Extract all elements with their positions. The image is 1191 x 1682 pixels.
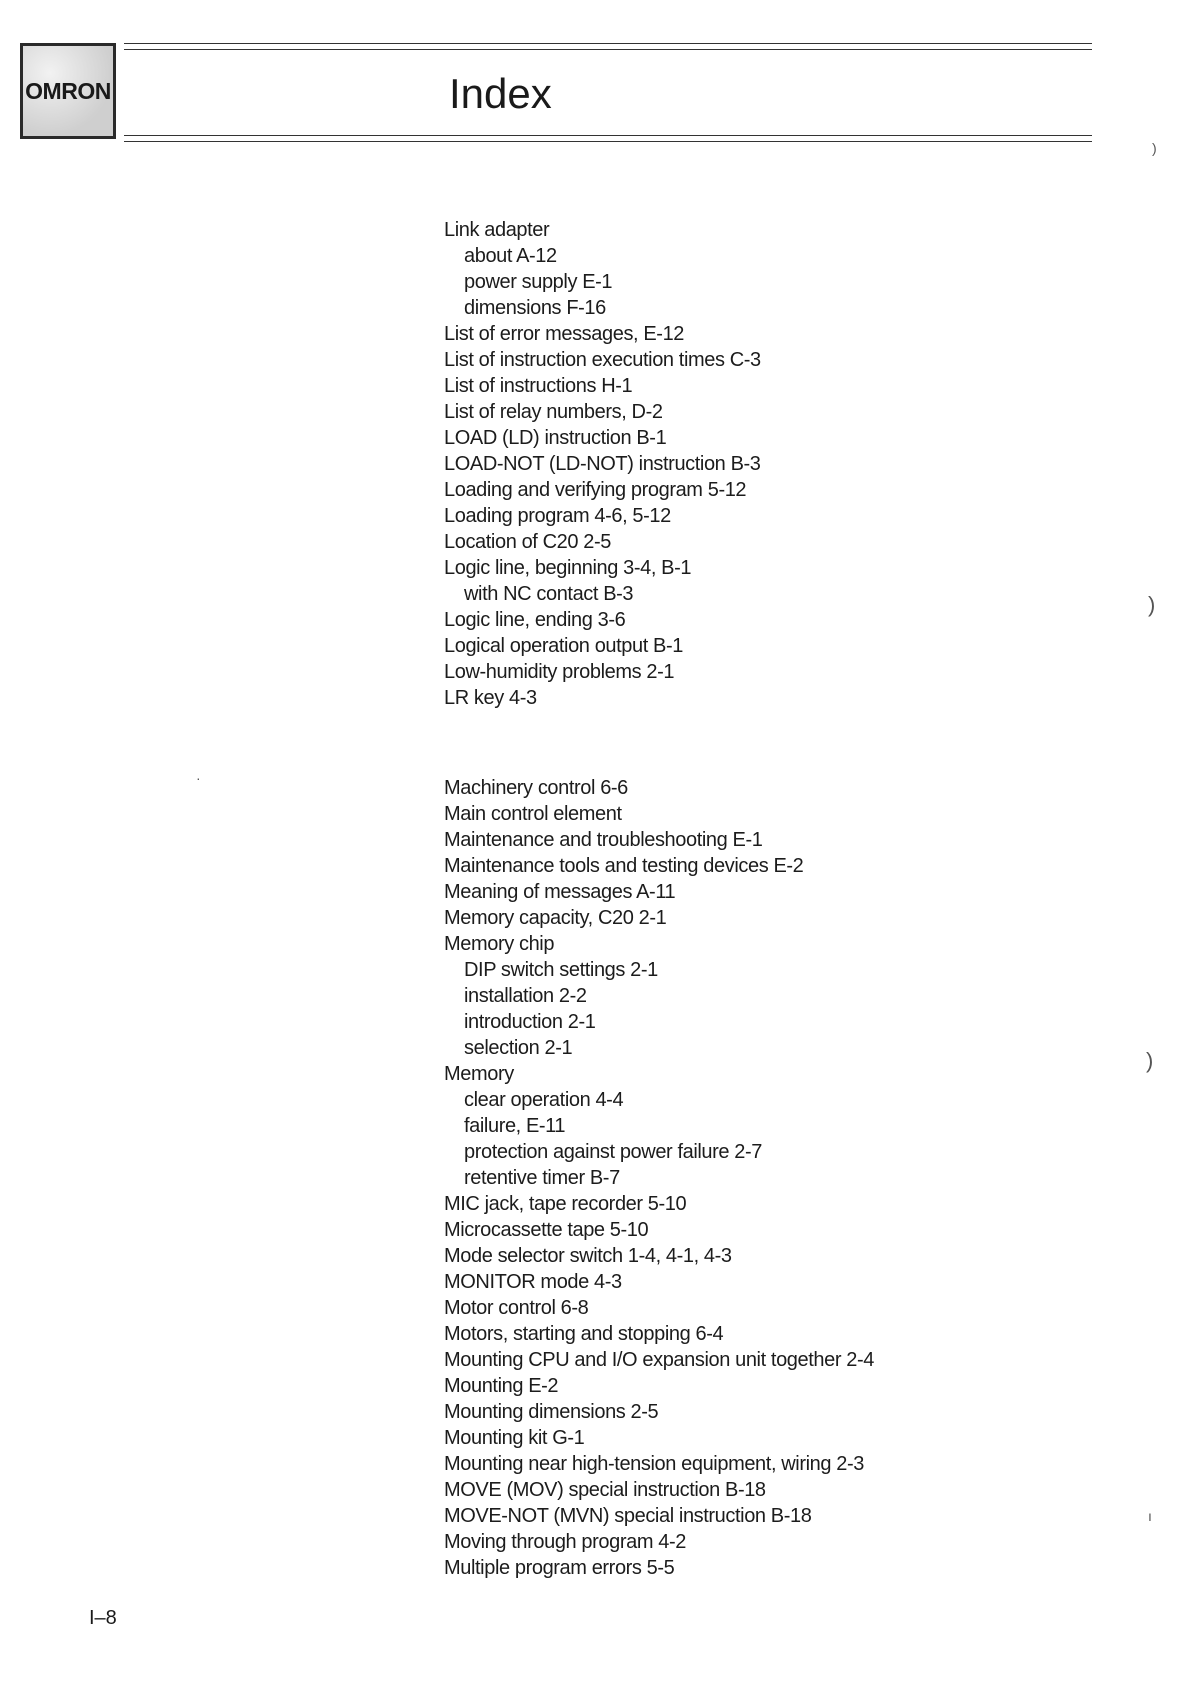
index-subentry: retentive timer B-7 — [464, 1167, 620, 1189]
index-subentry: introduction 2-1 — [464, 1011, 596, 1033]
index-entry: List of relay numbers, D-2 — [444, 401, 663, 423]
index-entry: Memory — [444, 1063, 514, 1085]
scan-artifact-mark: ) — [1148, 592, 1156, 617]
index-entry: Mounting CPU and I/O expansion unit together 2-4 — [444, 1349, 874, 1371]
index-entry: Memory capacity, C20 2-1 — [444, 907, 667, 929]
index-entry: Logic line, ending 3-6 — [444, 609, 626, 631]
index-entry: Maintenance and troubleshooting E-1 — [444, 829, 763, 851]
index-entry: Loading program 4-6, 5-12 — [444, 505, 671, 527]
scan-artifact-mark: ı — [1148, 1508, 1152, 1524]
header-top-rule — [124, 43, 1092, 44]
index-entry: Logical operation output B-1 — [444, 635, 683, 657]
index-subentry: failure, E-11 — [464, 1115, 566, 1137]
index-entry: Mode selector switch 1-4, 4-1, 4-3 — [444, 1245, 732, 1267]
index-entry: List of error messages, E-12 — [444, 323, 685, 345]
page-number: I–8 — [89, 1607, 117, 1629]
scan-artifact-mark: ) — [1152, 140, 1157, 156]
index-entry: Motors, starting and stopping 6-4 — [444, 1323, 724, 1345]
index-entry: LOAD (LD) instruction B-1 — [444, 427, 667, 449]
index-entry: Mounting kit G-1 — [444, 1427, 585, 1449]
index-entry: Multiple program errors 5-5 — [444, 1557, 675, 1579]
header-bottom-rule — [124, 135, 1092, 136]
index-subentry: dimensions F-16 — [464, 297, 606, 319]
index-subentry: clear operation 4-4 — [464, 1089, 624, 1111]
index-subentry: with NC contact B-3 — [464, 583, 634, 605]
index-subentry: about A-12 — [464, 245, 557, 267]
index-entry: List of instruction execution times C-3 — [444, 349, 761, 371]
index-entry: MONITOR mode 4-3 — [444, 1271, 622, 1293]
index-section-m — [444, 775, 874, 1581]
index-subentry: power supply E-1 — [464, 271, 613, 293]
index-entry: Maintenance tools and testing devices E-2 — [444, 855, 804, 877]
index-entry: MOVE-NOT (MVN) special instruction B-18 — [444, 1505, 812, 1527]
index-entry: Mounting near high-tension equipment, wiring 2-3 — [444, 1453, 864, 1475]
page-title: Index — [449, 70, 552, 117]
index-entry: LR key 4-3 — [444, 687, 537, 709]
index-entry: Main control element — [444, 803, 622, 825]
index-entry: Loading and verifying program 5-12 — [444, 479, 747, 501]
index-entry: MOVE (MOV) special instruction B-18 — [444, 1479, 766, 1501]
index-subentry: protection against power failure 2-7 — [464, 1141, 763, 1163]
index-subentry: DIP switch settings 2-1 — [464, 959, 658, 981]
index-entry: Machinery control 6-6 — [444, 777, 628, 799]
index-entry: Meaning of messages A-11 — [444, 881, 676, 903]
index-entry: Microcassette tape 5-10 — [444, 1219, 649, 1241]
scan-artifact-mark: ) — [1146, 1048, 1154, 1073]
index-section-l — [444, 217, 761, 711]
index-entry: Mounting dimensions 2-5 — [444, 1401, 659, 1423]
index-subentry: selection 2-1 — [464, 1037, 573, 1059]
index-entry: Low-humidity problems 2-1 — [444, 661, 675, 683]
header-top-rule-inner — [124, 49, 1092, 50]
index-entry: List of instructions H-1 — [444, 375, 633, 397]
index-subentry: installation 2-2 — [464, 985, 587, 1007]
index-entry: MIC jack, tape recorder 5-10 — [444, 1193, 687, 1215]
index-entry: Logic line, beginning 3-4, B-1 — [444, 557, 692, 579]
logo-text: OMRON — [25, 77, 111, 104]
index-entry: LOAD-NOT (LD-NOT) instruction B-3 — [444, 453, 761, 475]
index-entry: Link adapter — [444, 219, 550, 241]
header-bottom-rule-inner — [124, 141, 1092, 142]
scan-artifact-mark: · — [196, 770, 201, 786]
index-entry: Mounting E-2 — [444, 1375, 559, 1397]
omron-logo — [20, 43, 116, 139]
index-entry: Moving through program 4-2 — [444, 1531, 686, 1553]
index-entry: Motor control 6-8 — [444, 1297, 589, 1319]
index-entry: Memory chip — [444, 933, 555, 955]
index-entry: Location of C20 2-5 — [444, 531, 611, 553]
